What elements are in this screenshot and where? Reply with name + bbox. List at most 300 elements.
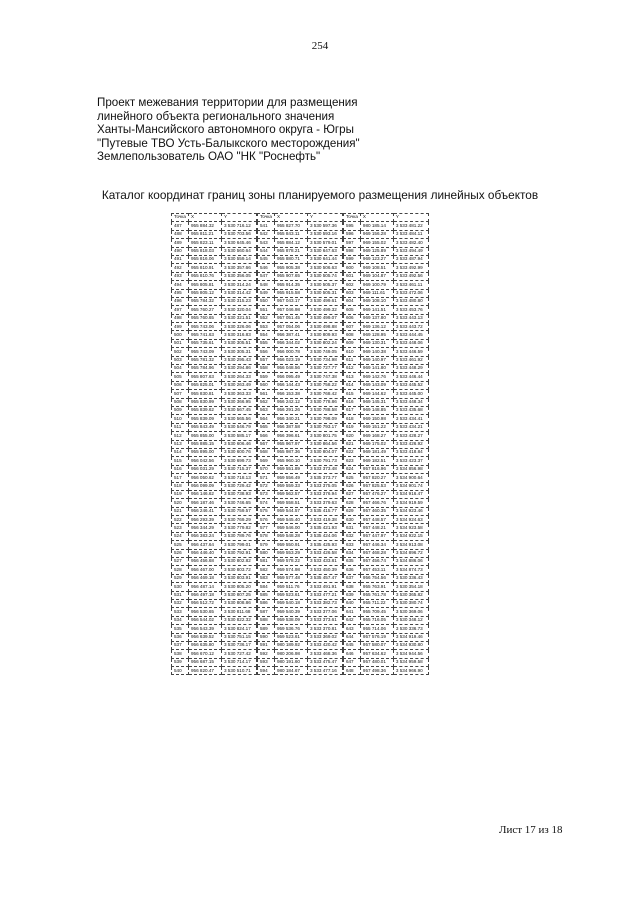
x-coordinate: 969 111.61 bbox=[360, 289, 393, 297]
y-coordinate: 3 530 505.37 bbox=[307, 281, 342, 289]
x-coordinate: 969 182.51 bbox=[360, 457, 393, 465]
table-row bbox=[172, 398, 257, 406]
x-coordinate: 956 635.80 bbox=[188, 641, 221, 649]
column-header: X bbox=[360, 214, 393, 222]
table-row bbox=[343, 541, 428, 549]
y-coordinate: 3 530 715.37 bbox=[221, 465, 256, 473]
x-coordinate: 956 446.40 bbox=[188, 549, 221, 557]
table-row bbox=[172, 448, 257, 456]
point-number: 549 bbox=[257, 289, 274, 297]
y-coordinate: 3 530 734.98 bbox=[307, 356, 342, 364]
y-coordinate: 3 530 746.65 bbox=[221, 499, 256, 507]
y-coordinate: 3 530 799.01 bbox=[221, 541, 256, 549]
y-coordinate: 3 530 579.01 bbox=[307, 239, 342, 247]
point-number: 584 bbox=[257, 583, 274, 591]
table-row bbox=[257, 398, 342, 406]
table-row bbox=[172, 608, 257, 616]
x-coordinate: 955 987.36 bbox=[274, 448, 307, 456]
y-coordinate: 3 534 922.15 bbox=[393, 532, 428, 540]
table-row bbox=[343, 591, 428, 599]
y-coordinate: 3 530 792.91 bbox=[221, 549, 256, 557]
x-coordinate: 957 460.35 bbox=[360, 507, 393, 515]
x-coordinate: 957 453.11 bbox=[360, 566, 393, 574]
point-number: 630 bbox=[343, 516, 360, 524]
point-number: 574 bbox=[257, 499, 274, 507]
x-coordinate: 955 839.62 bbox=[188, 406, 221, 414]
point-number: 607 bbox=[343, 323, 360, 331]
y-coordinate: 3 530 546.79 bbox=[221, 423, 256, 431]
y-coordinate: 3 530 805.20 bbox=[221, 583, 256, 591]
point-number: 531 bbox=[172, 591, 189, 599]
point-number: 601 bbox=[343, 272, 360, 280]
table-row bbox=[172, 532, 257, 540]
point-number: 615 bbox=[343, 390, 360, 398]
point-number: 543 bbox=[257, 239, 274, 247]
x-coordinate: 957 043.17 bbox=[274, 297, 307, 305]
y-coordinate: 3 533 448.06 bbox=[393, 339, 428, 347]
y-coordinate: 3 530 606.46 bbox=[221, 440, 256, 448]
point-number: 629 bbox=[343, 507, 360, 515]
table-row bbox=[172, 297, 257, 305]
table-row bbox=[343, 524, 428, 532]
point-number: 517 bbox=[172, 474, 189, 482]
y-coordinate: 3 530 295.43 bbox=[221, 356, 256, 364]
y-coordinate: 3 533 434.21 bbox=[393, 423, 428, 431]
x-coordinate: 959 559.33 bbox=[274, 482, 307, 490]
point-number: 644 bbox=[343, 633, 360, 641]
table-row bbox=[172, 658, 257, 666]
point-number: 490 bbox=[172, 247, 189, 255]
y-coordinate: 3 530 565.56 bbox=[221, 415, 256, 423]
x-coordinate: 969 125.89 bbox=[360, 247, 393, 255]
table-row bbox=[343, 230, 428, 238]
x-coordinate: 959 548.28 bbox=[274, 532, 307, 540]
x-coordinate: 959 511.76 bbox=[274, 583, 307, 591]
table-row bbox=[343, 281, 428, 289]
point-number: 513 bbox=[172, 440, 189, 448]
y-coordinate: 3 530 316.83 bbox=[221, 331, 256, 339]
coordinate-table bbox=[171, 213, 257, 675]
point-number: 503 bbox=[172, 356, 189, 364]
y-coordinate: 3 530 804.07 bbox=[307, 448, 342, 456]
x-coordinate: 957 476.27 bbox=[360, 490, 393, 498]
point-number: 581 bbox=[257, 558, 274, 566]
table-row bbox=[172, 373, 257, 381]
x-coordinate: 955 760.65 bbox=[188, 314, 221, 322]
table-row bbox=[257, 507, 342, 515]
point-number: 619 bbox=[343, 423, 360, 431]
table-row bbox=[343, 599, 428, 607]
y-coordinate: 3 533 433.81 bbox=[307, 558, 342, 566]
table-row bbox=[257, 423, 342, 431]
y-coordinate: 3 530 751.15 bbox=[221, 633, 256, 641]
x-coordinate: 956 754.56 bbox=[360, 574, 393, 582]
table-row bbox=[257, 608, 342, 616]
coordinate-table bbox=[343, 213, 429, 675]
table-row bbox=[343, 348, 428, 356]
x-coordinate: 957 634.62 bbox=[360, 650, 393, 658]
table-row bbox=[172, 281, 257, 289]
x-coordinate: 959 538.09 bbox=[274, 616, 307, 624]
point-number: 495 bbox=[172, 289, 189, 297]
table-row bbox=[172, 339, 257, 347]
table-row bbox=[343, 499, 428, 507]
table-row bbox=[172, 482, 257, 490]
point-number: 533 bbox=[172, 608, 189, 616]
y-coordinate: 3 533 492.99 bbox=[393, 264, 428, 272]
y-coordinate: 3 533 461.11 bbox=[393, 281, 428, 289]
x-coordinate: 956 340.21 bbox=[274, 415, 307, 423]
point-number: 621 bbox=[343, 440, 360, 448]
point-number: 552 bbox=[257, 314, 274, 322]
y-coordinate: 3 530 699.73 bbox=[221, 457, 256, 465]
point-number: 603 bbox=[343, 289, 360, 297]
x-coordinate: 956 146.62 bbox=[188, 490, 221, 498]
table-row bbox=[172, 566, 257, 574]
table-row bbox=[172, 331, 257, 339]
table-row bbox=[257, 381, 342, 389]
table-row bbox=[343, 255, 428, 263]
y-coordinate: 3 530 315.23 bbox=[221, 297, 256, 305]
x-coordinate: 956 291.26 bbox=[274, 406, 307, 414]
x-coordinate: 955 711.22 bbox=[360, 599, 393, 607]
table-row bbox=[257, 566, 342, 574]
x-coordinate: 957 580.07 bbox=[360, 641, 393, 649]
table-row bbox=[172, 667, 257, 675]
x-coordinate: 957 825.53 bbox=[360, 482, 393, 490]
table-row bbox=[257, 222, 342, 230]
point-number: 499 bbox=[172, 323, 189, 331]
x-coordinate: 956 512.72 bbox=[188, 599, 221, 607]
point-number: 599 bbox=[343, 255, 360, 263]
table-row bbox=[172, 255, 257, 263]
x-coordinate: 969 108.10 bbox=[360, 297, 393, 305]
x-coordinate: 956 000.78 bbox=[274, 348, 307, 356]
y-coordinate: 3 530 641.44 bbox=[307, 255, 342, 263]
x-coordinate: 957 447.97 bbox=[360, 532, 393, 540]
table-row bbox=[172, 264, 257, 272]
y-coordinate: 3 534 959.58 bbox=[393, 658, 428, 666]
x-coordinate: 956 387.41 bbox=[274, 331, 307, 339]
table-row bbox=[257, 641, 342, 649]
point-number: 546 bbox=[257, 264, 274, 272]
x-coordinate: 955 880.71 bbox=[274, 255, 307, 263]
y-coordinate: 3 533 450.39 bbox=[307, 566, 342, 574]
y-coordinate: 3 533 377.06 bbox=[307, 608, 342, 616]
x-coordinate: 956 187.46 bbox=[188, 499, 221, 507]
x-coordinate: 955 810.76 bbox=[188, 272, 221, 280]
y-coordinate: 3 530 811.68 bbox=[221, 608, 256, 616]
table-header-row bbox=[172, 214, 257, 222]
x-coordinate: 955 784.32 bbox=[188, 297, 221, 305]
point-number: 504 bbox=[172, 365, 189, 373]
point-number: 582 bbox=[257, 566, 274, 574]
point-number: 516 bbox=[172, 465, 189, 473]
point-number: 612 bbox=[343, 365, 360, 373]
y-coordinate: 3 533 477.21 bbox=[307, 591, 342, 599]
table-row bbox=[257, 667, 342, 675]
table-row bbox=[257, 348, 342, 356]
x-coordinate: 956 639.52 bbox=[188, 633, 221, 641]
column-header: Y bbox=[307, 214, 342, 222]
x-coordinate: 956 670.12 bbox=[188, 650, 221, 658]
point-number: 511 bbox=[172, 423, 189, 431]
x-coordinate: 959 574.98 bbox=[274, 566, 307, 574]
x-coordinate: 957 820.27 bbox=[360, 474, 393, 482]
point-number: 568 bbox=[257, 448, 274, 456]
x-coordinate: 969 150.98 bbox=[360, 415, 393, 423]
coordinate-tables bbox=[171, 213, 429, 675]
point-number: 590 bbox=[257, 633, 274, 641]
point-number: 515 bbox=[172, 457, 189, 465]
x-coordinate: 969 144.62 bbox=[360, 390, 393, 398]
point-number: 592 bbox=[257, 650, 274, 658]
x-coordinate: 959 546.00 bbox=[274, 524, 307, 532]
x-coordinate: 955 807.63 bbox=[188, 373, 221, 381]
point-number: 526 bbox=[172, 549, 189, 557]
point-number: 627 bbox=[343, 490, 360, 498]
x-coordinate: 956 396.61 bbox=[274, 432, 307, 440]
table-row bbox=[343, 306, 428, 314]
y-coordinate: 3 530 809.93 bbox=[307, 331, 342, 339]
table-row bbox=[172, 507, 257, 515]
point-number: 626 bbox=[343, 482, 360, 490]
x-coordinate: 959 540.18 bbox=[274, 599, 307, 607]
y-coordinate: 3 530 738.93 bbox=[221, 490, 256, 498]
x-coordinate: 957 480.01 bbox=[360, 658, 393, 666]
y-coordinate: 3 530 380.74 bbox=[393, 599, 428, 607]
x-coordinate: 956 153.38 bbox=[274, 390, 307, 398]
point-number: 508 bbox=[172, 398, 189, 406]
table-row bbox=[257, 264, 342, 272]
table-row bbox=[172, 524, 257, 532]
x-coordinate: 955 827.70 bbox=[274, 222, 307, 230]
x-coordinate: 969 141.51 bbox=[360, 306, 393, 314]
y-coordinate: 3 533 445.00 bbox=[393, 390, 428, 398]
x-coordinate: 980 189.92 bbox=[274, 641, 307, 649]
point-number: 487 bbox=[172, 222, 189, 230]
y-coordinate: 3 534 900.64 bbox=[393, 474, 428, 482]
point-number: 570 bbox=[257, 465, 274, 473]
column-header: X bbox=[188, 214, 221, 222]
y-coordinate: 3 534 874.73 bbox=[393, 566, 428, 574]
y-coordinate: 3 530 559.14 bbox=[221, 255, 256, 263]
y-coordinate: 3 530 803.72 bbox=[221, 566, 256, 574]
point-number: 609 bbox=[343, 339, 360, 347]
x-coordinate: 955 781.32 bbox=[188, 356, 221, 364]
point-number: 623 bbox=[343, 457, 360, 465]
x-coordinate: 969 148.85 bbox=[360, 406, 393, 414]
column-header: Y bbox=[393, 214, 428, 222]
table-row bbox=[343, 641, 428, 649]
y-coordinate: 3 534 886.06 bbox=[393, 558, 428, 566]
y-coordinate: 3 530 729.42 bbox=[221, 482, 256, 490]
point-number: 593 bbox=[257, 658, 274, 666]
y-coordinate: 3 530 749.05 bbox=[307, 348, 342, 356]
x-coordinate: 956 242.12 bbox=[274, 398, 307, 406]
table-row bbox=[257, 616, 342, 624]
table-row bbox=[257, 239, 342, 247]
table-row bbox=[343, 532, 428, 540]
point-number: 647 bbox=[343, 658, 360, 666]
point-number: 536 bbox=[172, 633, 189, 641]
x-coordinate: 955 843.11 bbox=[274, 230, 307, 238]
table-row bbox=[257, 415, 342, 423]
table-row bbox=[172, 314, 257, 322]
table-row bbox=[343, 574, 428, 582]
table-row bbox=[257, 516, 342, 524]
x-coordinate: 956 456.68 bbox=[188, 558, 221, 566]
x-coordinate: 955 884.12 bbox=[274, 239, 307, 247]
x-coordinate: 956 050.62 bbox=[188, 474, 221, 482]
x-coordinate: 955 805.81 bbox=[188, 281, 221, 289]
table-row bbox=[172, 356, 257, 364]
point-number: 488 bbox=[172, 230, 189, 238]
x-coordinate: 959 536.76 bbox=[274, 625, 307, 633]
table-row bbox=[257, 255, 342, 263]
table-row bbox=[172, 247, 257, 255]
table-row bbox=[257, 474, 342, 482]
point-number: 507 bbox=[172, 390, 189, 398]
table-row bbox=[257, 356, 342, 364]
x-coordinate: 959 558.51 bbox=[274, 499, 307, 507]
column-header: X bbox=[274, 214, 307, 222]
table-row bbox=[172, 323, 257, 331]
y-coordinate: 3 530 802.82 bbox=[221, 558, 256, 566]
point-number: 597 bbox=[343, 239, 360, 247]
y-coordinate: 3 533 418.84 bbox=[393, 448, 428, 456]
x-coordinate: 969 137.80 bbox=[360, 314, 393, 322]
y-coordinate: 3 533 494.49 bbox=[393, 247, 428, 255]
x-coordinate: 957 466.76 bbox=[360, 499, 393, 507]
y-coordinate: 3 530 560.64 bbox=[221, 247, 256, 255]
table-row bbox=[343, 365, 428, 373]
y-coordinate: 3 530 593.16 bbox=[307, 230, 342, 238]
table-row bbox=[343, 272, 428, 280]
table-row bbox=[172, 516, 257, 524]
x-coordinate: 969 141.80 bbox=[360, 365, 393, 373]
y-coordinate: 3 530 802.24 bbox=[307, 339, 342, 347]
x-coordinate: 969 130.31 bbox=[360, 339, 393, 347]
table-row bbox=[257, 331, 342, 339]
table-row bbox=[172, 591, 257, 599]
table-row bbox=[172, 457, 257, 465]
y-coordinate: 3 533 475.47 bbox=[307, 658, 342, 666]
y-coordinate: 3 530 703.56 bbox=[221, 230, 256, 238]
table-row bbox=[172, 583, 257, 591]
point-number: 521 bbox=[172, 507, 189, 515]
header-line: линейного объекта регионального значения bbox=[97, 109, 335, 123]
point-number: 532 bbox=[172, 599, 189, 607]
table-row bbox=[257, 591, 342, 599]
point-number: 555 bbox=[257, 339, 274, 347]
y-coordinate: 3 530 506.63 bbox=[307, 264, 342, 272]
y-coordinate: 3 530 798.09 bbox=[307, 415, 342, 423]
point-number: 545 bbox=[257, 255, 274, 263]
table-row bbox=[343, 406, 428, 414]
table-row bbox=[343, 507, 428, 515]
x-coordinate: 955 810.91 bbox=[188, 264, 221, 272]
x-coordinate: 969 108.51 bbox=[360, 264, 393, 272]
point-number: 610 bbox=[343, 348, 360, 356]
point-number: 588 bbox=[257, 616, 274, 624]
y-coordinate: 3 530 736.17 bbox=[221, 641, 256, 649]
table-row bbox=[257, 440, 342, 448]
point-number: 573 bbox=[257, 490, 274, 498]
y-coordinate: 3 534 856.98 bbox=[393, 465, 428, 473]
point-number: 585 bbox=[257, 591, 274, 599]
x-coordinate: 956 099.09 bbox=[188, 482, 221, 490]
y-coordinate: 3 530 585.17 bbox=[221, 432, 256, 440]
point-number: 618 bbox=[343, 415, 360, 423]
point-number: 646 bbox=[343, 650, 360, 658]
x-coordinate: 956 144.43 bbox=[274, 381, 307, 389]
y-coordinate: 3 530 803.91 bbox=[221, 574, 256, 582]
table-row bbox=[172, 230, 257, 238]
point-number: 583 bbox=[257, 574, 274, 582]
x-coordinate: 955 843.49 bbox=[188, 423, 221, 431]
y-coordinate: 3 530 768.42 bbox=[307, 390, 342, 398]
point-number: 518 bbox=[172, 482, 189, 490]
point-number: 538 bbox=[172, 650, 189, 658]
table-row bbox=[343, 323, 428, 331]
point-number: 509 bbox=[172, 406, 189, 414]
point-number: 624 bbox=[343, 465, 360, 473]
point-number: 605 bbox=[343, 306, 360, 314]
table-row bbox=[257, 549, 342, 557]
table-row bbox=[343, 482, 428, 490]
table-row bbox=[172, 650, 257, 658]
x-coordinate: 955 816.06 bbox=[188, 255, 221, 263]
point-number: 602 bbox=[343, 281, 360, 289]
table-row bbox=[257, 281, 342, 289]
y-coordinate: 3 530 778.86 bbox=[307, 398, 342, 406]
x-coordinate: 955 878.21 bbox=[274, 247, 307, 255]
point-number: 633 bbox=[343, 541, 360, 549]
y-coordinate: 3 535 425.93 bbox=[307, 541, 342, 549]
table-row bbox=[257, 272, 342, 280]
table-row bbox=[172, 348, 257, 356]
y-coordinate: 3 534 923.58 bbox=[393, 524, 428, 532]
y-coordinate: 3 530 793.17 bbox=[307, 423, 342, 431]
point-number: 639 bbox=[343, 591, 360, 599]
x-coordinate: 956 497.18 bbox=[188, 591, 221, 599]
table-row bbox=[257, 339, 342, 347]
x-coordinate: 957 456.74 bbox=[360, 558, 393, 566]
point-number: 598 bbox=[343, 247, 360, 255]
table-row bbox=[172, 390, 257, 398]
x-coordinate: 955 823.11 bbox=[188, 239, 221, 247]
y-coordinate: 3 533 445.52 bbox=[393, 381, 428, 389]
table-row bbox=[257, 406, 342, 414]
table-row bbox=[257, 499, 342, 507]
y-coordinate: 3 530 336.43 bbox=[393, 574, 428, 582]
table-row bbox=[343, 390, 428, 398]
y-coordinate: 3 533 446.44 bbox=[393, 373, 428, 381]
y-coordinate: 3 530 264.33 bbox=[221, 373, 256, 381]
x-coordinate: 969 136.12 bbox=[360, 323, 393, 331]
y-coordinate: 3 530 363.33 bbox=[221, 390, 256, 398]
table-row bbox=[343, 440, 428, 448]
point-number: 645 bbox=[343, 641, 360, 649]
table-row bbox=[343, 381, 428, 389]
point-number: 494 bbox=[172, 281, 189, 289]
point-number: 534 bbox=[172, 616, 189, 624]
x-coordinate: 959 544.57 bbox=[274, 507, 307, 515]
point-number: 500 bbox=[172, 331, 189, 339]
point-number: 636 bbox=[343, 566, 360, 574]
table-header-row bbox=[257, 214, 342, 222]
